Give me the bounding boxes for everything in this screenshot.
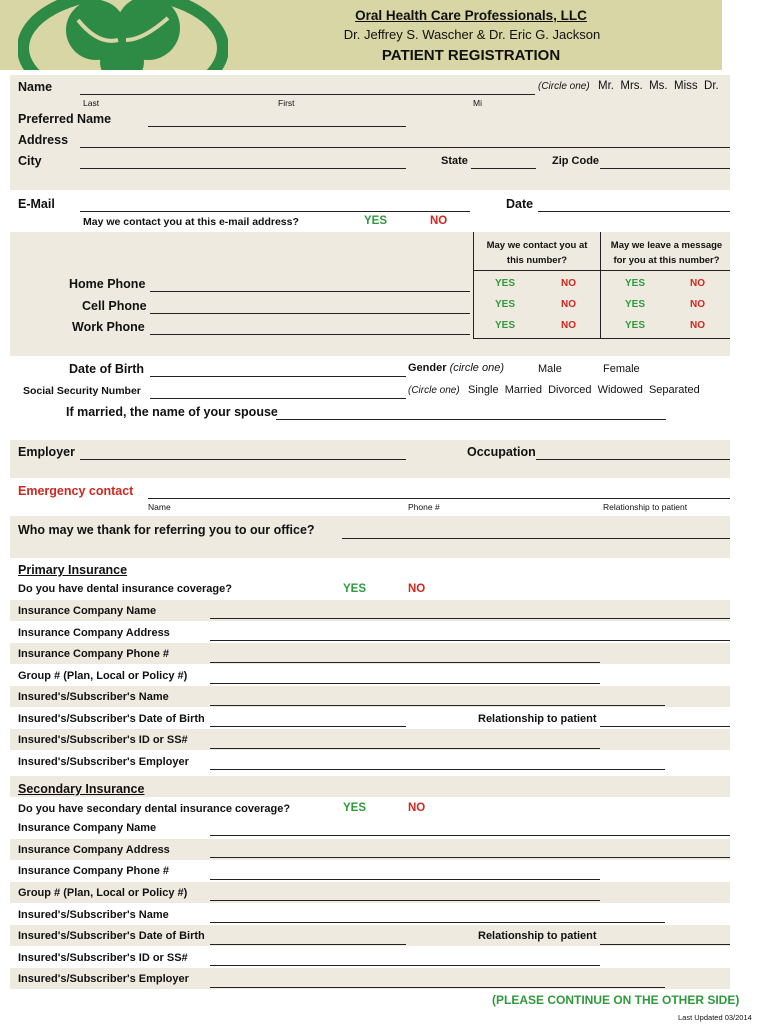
secondary-company-name-field[interactable] [210, 823, 730, 836]
occupation-label: Occupation [467, 445, 536, 459]
contact-number-header-line2: this number? [506, 255, 568, 266]
date-label: Date [506, 197, 534, 211]
primary-subscriber-name-field[interactable] [210, 693, 665, 706]
referral-question: Who may we thank for referring you to our office? [18, 523, 315, 537]
primary-coverage-yes[interactable]: YES [343, 583, 367, 595]
spouse-field[interactable] [276, 407, 666, 420]
work-contact-yes[interactable]: YES [495, 320, 516, 331]
secondary-group-label: Group # (Plan, Local or Policy #) [18, 887, 188, 899]
cell-phone-field[interactable] [150, 301, 470, 314]
primary-subscriber-name-label: Insured's/Subscriber's Name [18, 691, 169, 703]
occupation-field[interactable] [536, 447, 730, 460]
spouse-label: If married, the name of your spouse [66, 405, 278, 419]
secondary-subscriber-dob-label: Insured's/Subscriber's Date of Birth [18, 930, 205, 942]
home-message-no[interactable]: NO [690, 278, 705, 289]
primary-company-phone-field[interactable] [210, 650, 600, 663]
secondary-company-phone-field[interactable] [210, 867, 600, 880]
email-no-option[interactable]: NO [430, 215, 448, 227]
primary-company-address-field[interactable] [210, 628, 730, 641]
mi-caption: Mi [473, 98, 482, 108]
title-circle-note: (Circle one) [538, 81, 590, 92]
work-contact-no[interactable]: NO [561, 320, 576, 331]
secondary-subscriber-id-label: Insured's/Subscriber's ID or SS# [18, 952, 188, 964]
primary-coverage-question: Do you have dental insurance coverage? [18, 583, 232, 595]
work-message-yes[interactable]: YES [625, 320, 646, 331]
cell-phone-label: Cell Phone [82, 299, 147, 313]
cell-message-yes[interactable]: YES [625, 299, 646, 310]
city-label: City [18, 154, 42, 168]
secondary-coverage-yes[interactable]: YES [343, 802, 367, 814]
zip-field[interactable] [600, 156, 730, 169]
marital-circle-note: (Circle one) [408, 385, 460, 396]
secondary-subscriber-employer-field[interactable] [210, 975, 665, 988]
last-caption: Last [83, 98, 100, 108]
primary-company-phone-label: Insurance Company Phone # [18, 648, 169, 660]
name-label: Name [18, 80, 53, 94]
emergency-contact-field[interactable] [148, 486, 730, 499]
work-phone-field[interactable] [150, 322, 470, 335]
name-field[interactable] [80, 82, 535, 95]
date-field[interactable] [538, 199, 730, 212]
secondary-subscriber-id-field[interactable] [210, 953, 600, 966]
primary-coverage-no[interactable]: NO [408, 583, 426, 595]
preferred-name-field[interactable] [148, 114, 406, 127]
secondary-company-address-label: Insurance Company Address [18, 844, 170, 856]
preferred-name-label: Preferred Name [18, 112, 112, 126]
gender-circle-note: (circle one) [449, 362, 504, 374]
gender-female-option[interactable]: Female [603, 363, 640, 375]
home-contact-yes[interactable]: YES [495, 278, 516, 289]
phones-divider-mid [600, 232, 601, 338]
practice-name: Oral Health Care Professionals, LLC [355, 8, 587, 23]
referral-field[interactable] [342, 526, 730, 539]
city-field[interactable] [80, 156, 406, 169]
work-message-no[interactable]: NO [690, 320, 705, 331]
secondary-coverage-question: Do you have secondary dental insurance coverage? [18, 803, 291, 815]
phones-header-rule [473, 270, 730, 271]
email-field[interactable] [80, 199, 470, 212]
primary-company-name-label: Insurance Company Name [18, 605, 157, 617]
work-phone-label: Work Phone [72, 320, 145, 334]
last-updated: Last Updated 03/2014 [678, 1013, 752, 1022]
home-phone-field[interactable] [150, 279, 470, 292]
secondary-insurance-title: Secondary Insurance [18, 782, 145, 796]
gender-male-option[interactable]: Male [538, 363, 562, 375]
primary-subscriber-id-field[interactable] [210, 736, 600, 749]
email-yes-option[interactable]: YES [364, 215, 388, 227]
marital-options[interactable]: Single Married Divorced Widowed Separated [468, 384, 700, 396]
phones-bottom-rule [473, 338, 730, 339]
secondary-company-name-label: Insurance Company Name [18, 822, 157, 834]
primary-group-label: Group # (Plan, Local or Policy #) [18, 670, 188, 682]
primary-company-name-field[interactable] [210, 606, 730, 619]
first-caption: First [278, 98, 295, 108]
dob-field[interactable] [150, 364, 406, 377]
contact-number-header [476, 238, 598, 268]
primary-subscriber-dob-field[interactable] [210, 714, 406, 727]
ssn-label: Social Security Number [23, 385, 141, 397]
doctors-line: Dr. Jeffrey S. Wascher & Dr. Eric G. Jackson [343, 27, 601, 42]
emergency-contact-title: Emergency contact [18, 484, 134, 498]
leave-message-header [603, 238, 730, 268]
secondary-company-address-field[interactable] [210, 845, 730, 858]
home-contact-no[interactable]: NO [561, 278, 576, 289]
zip-label: Zip Code [552, 155, 600, 167]
gender-label [408, 362, 504, 374]
secondary-subscriber-name-label: Insured's/Subscriber's Name [18, 909, 169, 921]
home-message-yes[interactable]: YES [625, 278, 646, 289]
employer-field[interactable] [80, 447, 406, 460]
email-contact-question: May we contact you at this e-mail address? [83, 216, 299, 228]
leave-message-header-line2: for you at this number? [613, 255, 720, 266]
secondary-relationship-field[interactable] [600, 932, 730, 945]
primary-relationship-label: Relationship to patient [478, 713, 597, 725]
dob-label: Date of Birth [69, 362, 144, 376]
ssn-field[interactable] [150, 386, 406, 399]
address-field[interactable] [80, 135, 730, 148]
state-field[interactable] [471, 156, 536, 169]
primary-insurance-title: Primary Insurance [18, 563, 128, 577]
clover-logo-icon [18, 0, 228, 70]
primary-subscriber-dob-label: Insured's/Subscriber's Date of Birth [18, 713, 205, 725]
primary-subscriber-employer-field[interactable] [210, 757, 665, 770]
primary-relationship-field[interactable] [600, 714, 730, 727]
primary-subscriber-employer-label: Insured's/Subscriber's Employer [18, 756, 189, 768]
address-label: Address [18, 133, 69, 147]
cell-message-no[interactable]: NO [690, 299, 705, 310]
gender-label-text: Gender [408, 362, 447, 374]
emergency-phone-caption: Phone # [408, 502, 440, 512]
cell-contact-yes[interactable]: YES [495, 299, 516, 310]
contact-number-header-line1: May we contact you at [486, 240, 588, 251]
title-options[interactable]: Mr. Mrs. Ms. Miss Dr. [598, 80, 719, 92]
primary-subscriber-id-label: Insured's/Subscriber's ID or SS# [18, 734, 188, 746]
phones-divider-left [473, 232, 474, 338]
form-title: PATIENT REGISTRATION [381, 47, 561, 64]
secondary-subscriber-employer-label: Insured's/Subscriber's Employer [18, 973, 189, 985]
state-label: State [441, 155, 468, 167]
secondary-group-field[interactable] [210, 888, 600, 901]
emergency-relationship-caption: Relationship to patient [603, 502, 688, 512]
primary-company-address-label: Insurance Company Address [18, 627, 170, 639]
secondary-subscriber-dob-field[interactable] [210, 932, 406, 945]
leave-message-header-line1: May we leave a message [610, 240, 723, 251]
secondary-coverage-no[interactable]: NO [408, 802, 426, 814]
continue-note: (PLEASE CONTINUE ON THE OTHER SIDE) [492, 993, 740, 1007]
primary-group-field[interactable] [210, 671, 600, 684]
secondary-subscriber-name-field[interactable] [210, 910, 665, 923]
home-phone-label: Home Phone [69, 277, 146, 291]
secondary-relationship-label: Relationship to patient [478, 930, 597, 942]
emergency-name-caption: Name [148, 502, 171, 512]
secondary-company-phone-label: Insurance Company Phone # [18, 865, 169, 877]
employer-label: Employer [18, 445, 75, 459]
cell-contact-no[interactable]: NO [561, 299, 576, 310]
email-label: E-Mail [18, 197, 55, 211]
